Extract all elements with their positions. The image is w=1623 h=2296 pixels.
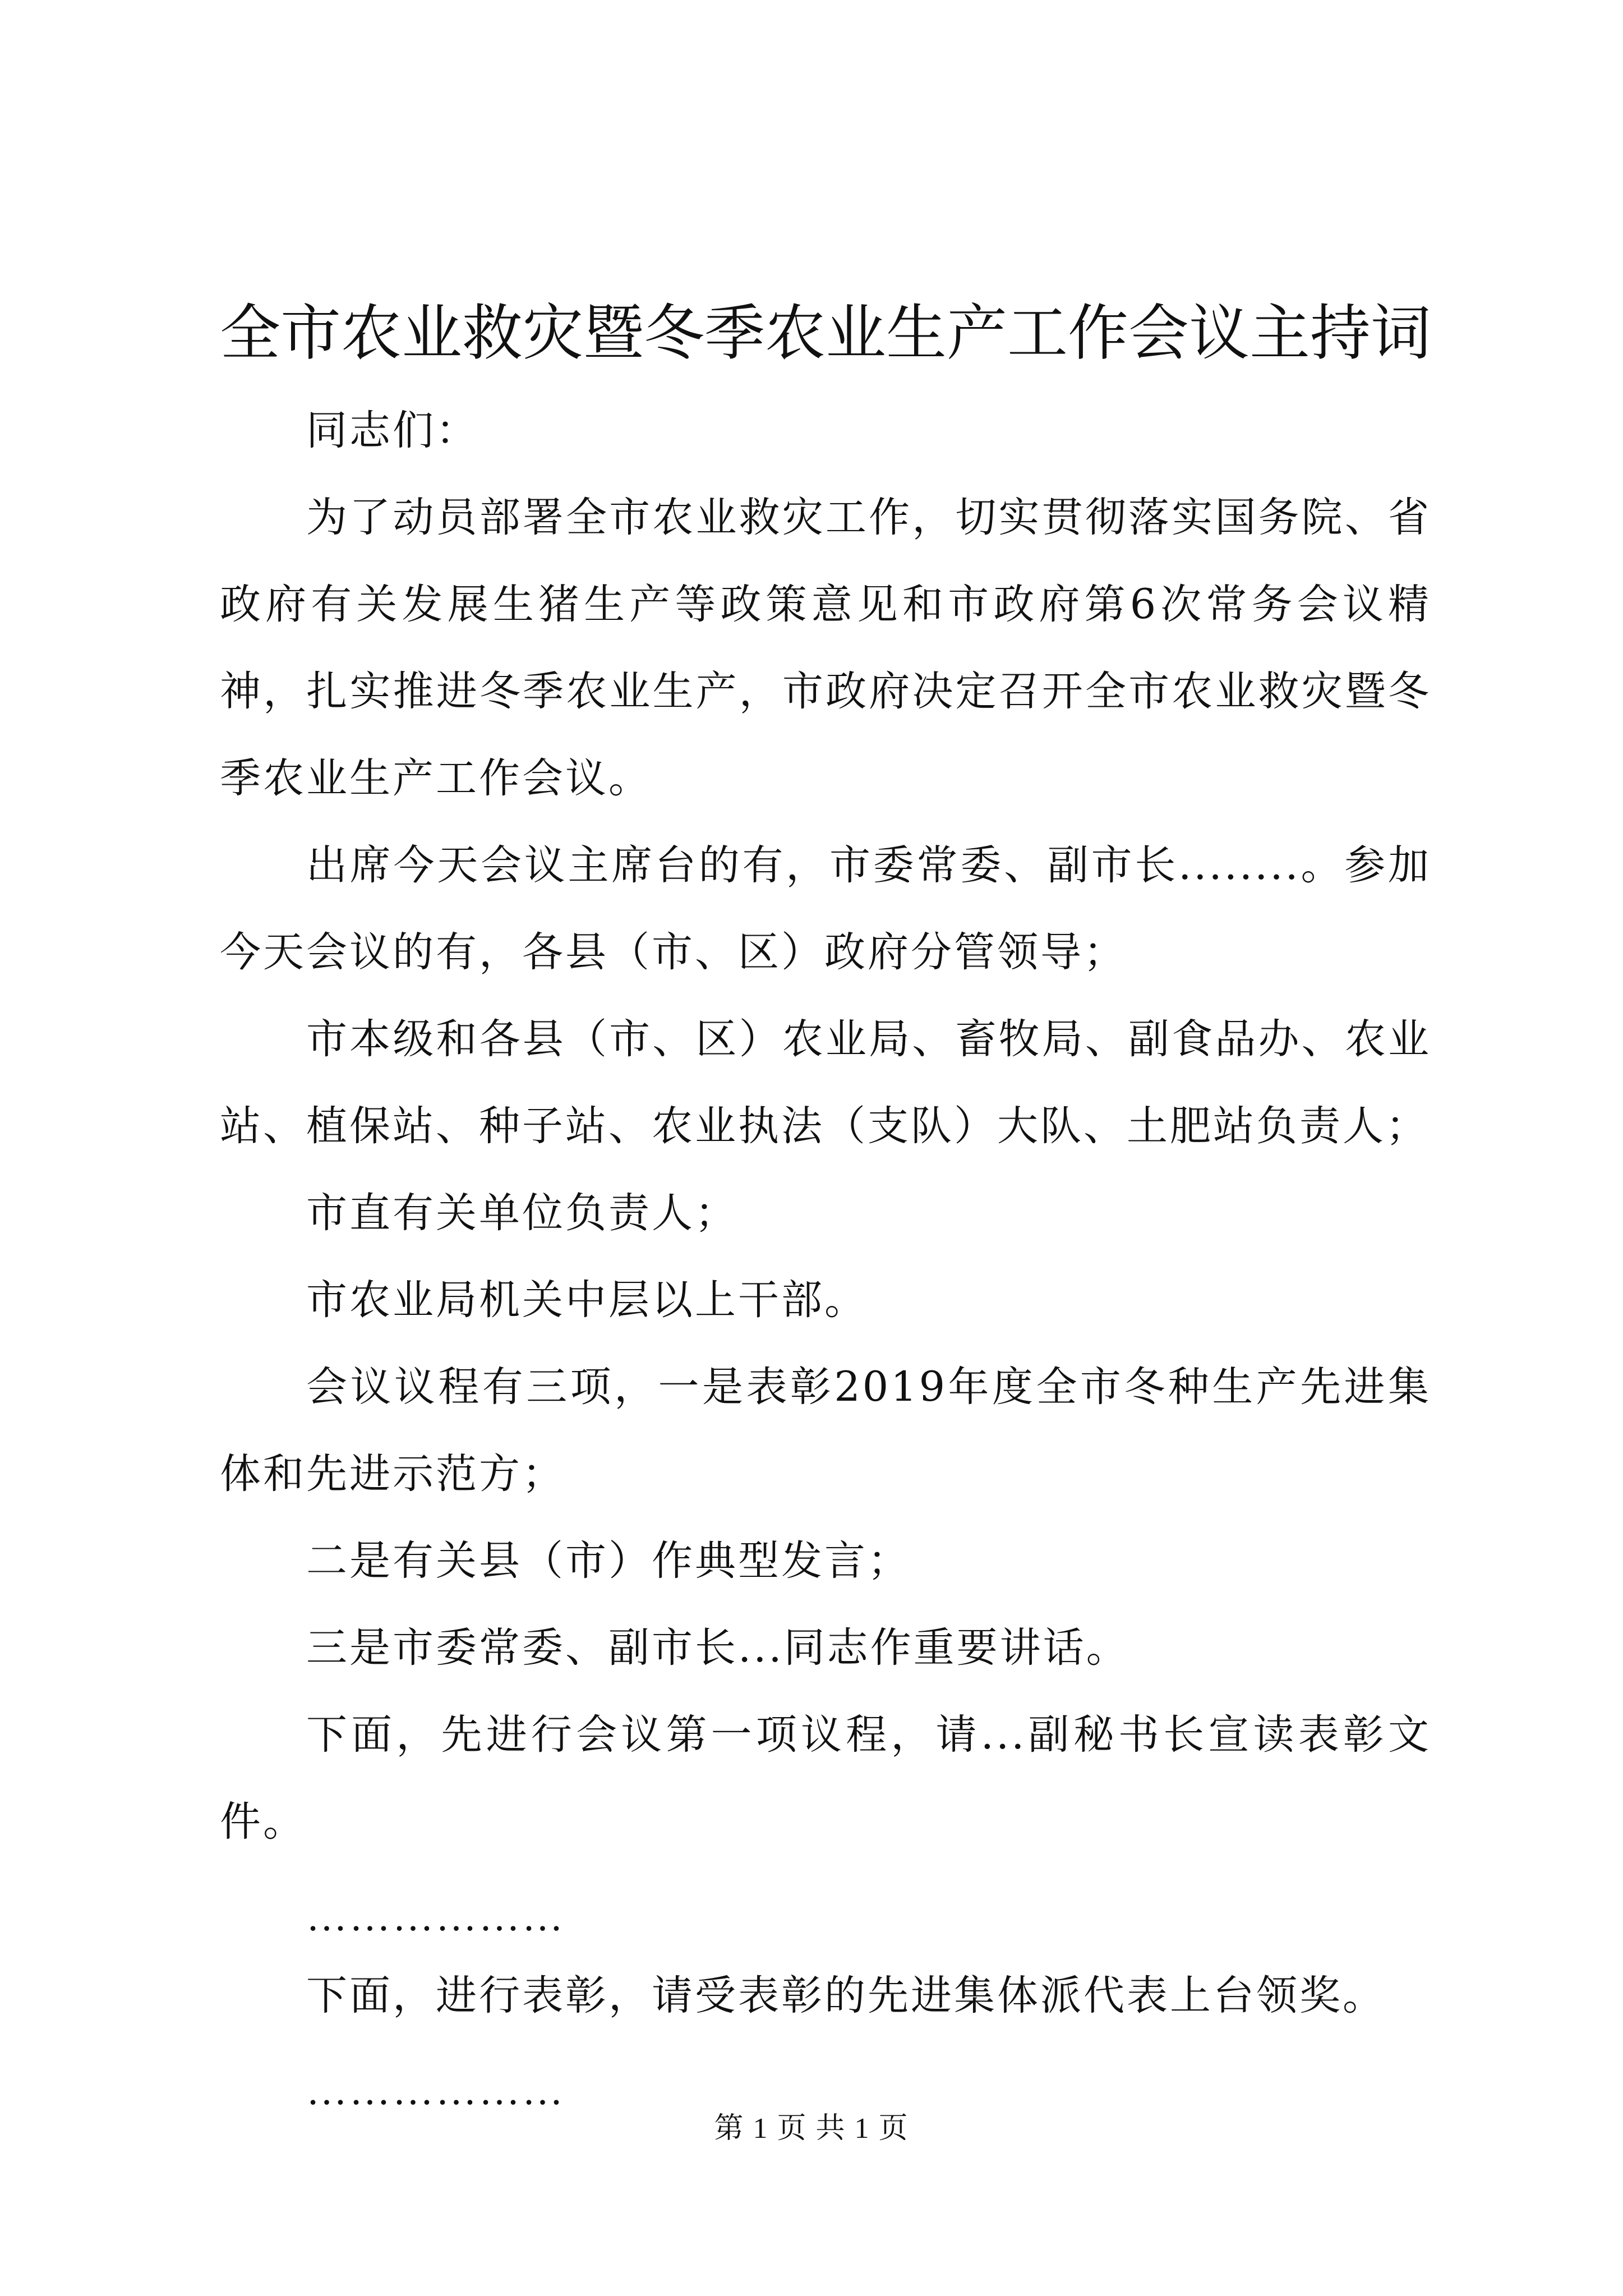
document-body xyxy=(220,280,1431,2126)
document-title: 全市农业救灾暨冬季农业生产工作会议主持词 xyxy=(220,298,1432,369)
paragraph-awards: 下面，进行表彰，请受表彰的先进集体派代表上台领奖。 xyxy=(306,1972,1386,2019)
paragraph-purpose: 为了动员部署全市农业救灾工作，切实贯彻落实国务院、省政府有关发展生猪生产等政策意见和市政府第6次常务会议精神，扎实推进冬季农业生产，市政府决定召开全市农业救灾暨冬季农业生产工作会议。 xyxy=(220,494,1431,802)
ellipsis-line-1 xyxy=(220,1865,1431,1952)
paragraph-first-item: 下面，先进行会议第一项议程，请...副秘书长宣读表彰文件。 xyxy=(220,1711,1431,1846)
paragraph-attendees-units: 市直有关单位负责人； xyxy=(306,1189,738,1237)
ellipsis-text-1: ……………… xyxy=(306,1894,565,1939)
paragraph-attendees-podium: 出席今天会议主席台的有，市委常委、副市长........。参加今天会议的有，各县（市、区）政府分管领导； xyxy=(220,841,1431,976)
paragraph-agenda-three: 三是市委常委、副市长...同志作重要讲话。 xyxy=(306,1624,1129,1672)
paragraph-agenda-one: 会议议程有三项，一是表彰2019年度全市冬种生产先进集体和先进示范方； xyxy=(220,1363,1431,1498)
page-footer: 第 1 页 共 1 页 xyxy=(714,2113,909,2145)
salutation: 同志们： xyxy=(306,407,479,454)
paragraph-agenda-two: 二是有关县（市）作典型发言； xyxy=(306,1537,911,1585)
ellipsis-text-2: ……………… xyxy=(306,2068,565,2113)
paragraph-attendees-cadres: 市农业局机关中层以上干部。 xyxy=(306,1276,868,1324)
paragraph-attendees-bureaus: 市本级和各县（市、区）农业局、畜牧局、副食品办、农业站、植保站、种子站、农业执法（支队）大队、土肥站负责人； xyxy=(220,1015,1431,1150)
